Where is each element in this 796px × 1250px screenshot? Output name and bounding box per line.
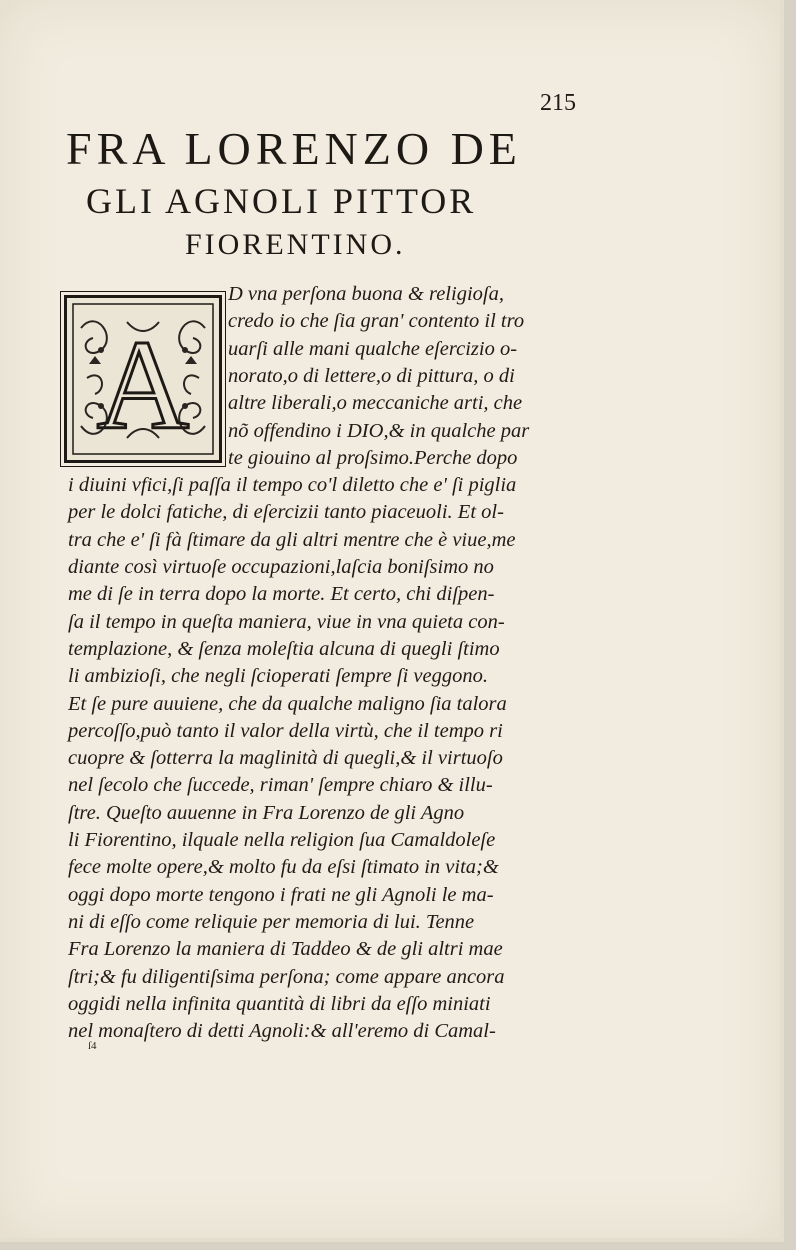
text-line: Et ſe pure auuiene, che da qualche maligno ſia talora <box>68 692 507 715</box>
text-line: ni di eſſo come reliquie per memoria di lui. Tenne <box>68 910 475 933</box>
text-line: li Fiorentino, ilquale nella religion ſua Camaldoleſe <box>68 829 496 851</box>
initial-letter: A <box>96 314 190 456</box>
text-line: credo io che ſia gran' contento il tro <box>228 310 525 333</box>
text-line: fece molte opere,& molto fu da eſsi ſtimato in vita;& <box>68 856 499 879</box>
text-line: per le dolci fatiche, di eſercizii tanto piaceuoli. Et ol- <box>68 501 504 524</box>
text-line: cuopre & ſotterra la maglinità di quegli,& il virtuoſo <box>68 747 503 770</box>
text-line: me di ſe in terra dopo la morte. Et certo, chi diſpen- <box>68 583 495 606</box>
text-line: i diuini vfici,ſi paſſa il tempo co'l diletto che e' ſi piglia <box>68 474 517 497</box>
text-line: Fra Lorenzo la maniera di Taddeo & de gli altri mae <box>68 938 503 961</box>
text-line: nõ offendino i DIO,& in qualche par <box>228 419 530 442</box>
text-line: ſtri;& fu diligentiſsima perſona; come appare ancora <box>68 965 505 988</box>
text-line: nel ſecolo che ſuccede, riman' ſempre chiaro & illu- <box>68 774 493 797</box>
title-line-1: FRA LORENZO DE <box>66 123 522 174</box>
text-line: te giouino al proſsimo.Perche dopo <box>228 446 518 469</box>
text-line: uarſi alle mani qualche eſercizio o- <box>228 337 518 360</box>
text-line: tra che e' ſi fà ſtimare da gli altri mentre che è viue,me <box>68 528 516 551</box>
text-line: templazione, & ſenza moleſtia alcuna di quegli ſtimo <box>68 637 500 660</box>
text-line: D vna perſona buona & religioſa, <box>228 283 504 305</box>
text-line: li ambizioſi, che negli ſcioperati ſempre ſi veggono. <box>68 665 488 688</box>
text-line: oggi dopo morte tengono i frati ne gli Agnoli le ma- <box>68 883 494 906</box>
signature-mark: ſ4 <box>88 1040 97 1052</box>
text-line: ſa il tempo in queſta maniera, viue in vna quieta con- <box>68 610 505 633</box>
text-line: norato,o di lettere,o di pittura, o di <box>228 364 515 387</box>
text-line: diante così virtuoſe occupazioni,laſcia boniſsimo no <box>68 556 494 578</box>
text-line: nel monaſtero di detti Agnoli:& all'eremo di Camal- <box>68 1020 496 1043</box>
text-line: percoſſo,può tanto il valor della virtù, che il tempo ri <box>68 719 503 742</box>
ornamental-initial-a-icon <box>67 298 219 460</box>
title-line-2: GLI AGNOLI PITTOR <box>86 181 477 221</box>
text-line: oggidi nella infinita quantità di libri da eſſo miniati <box>68 992 491 1015</box>
page-number: 215 <box>540 90 576 116</box>
text-line: ſtre. Queſto auuenne in Fra Lorenzo de gli Agno <box>68 801 465 824</box>
title-line-3: FIORENTINO. <box>185 228 406 261</box>
decorated-initial <box>64 295 222 463</box>
text-line: altre liberali,o meccaniche arti, che <box>228 392 523 415</box>
